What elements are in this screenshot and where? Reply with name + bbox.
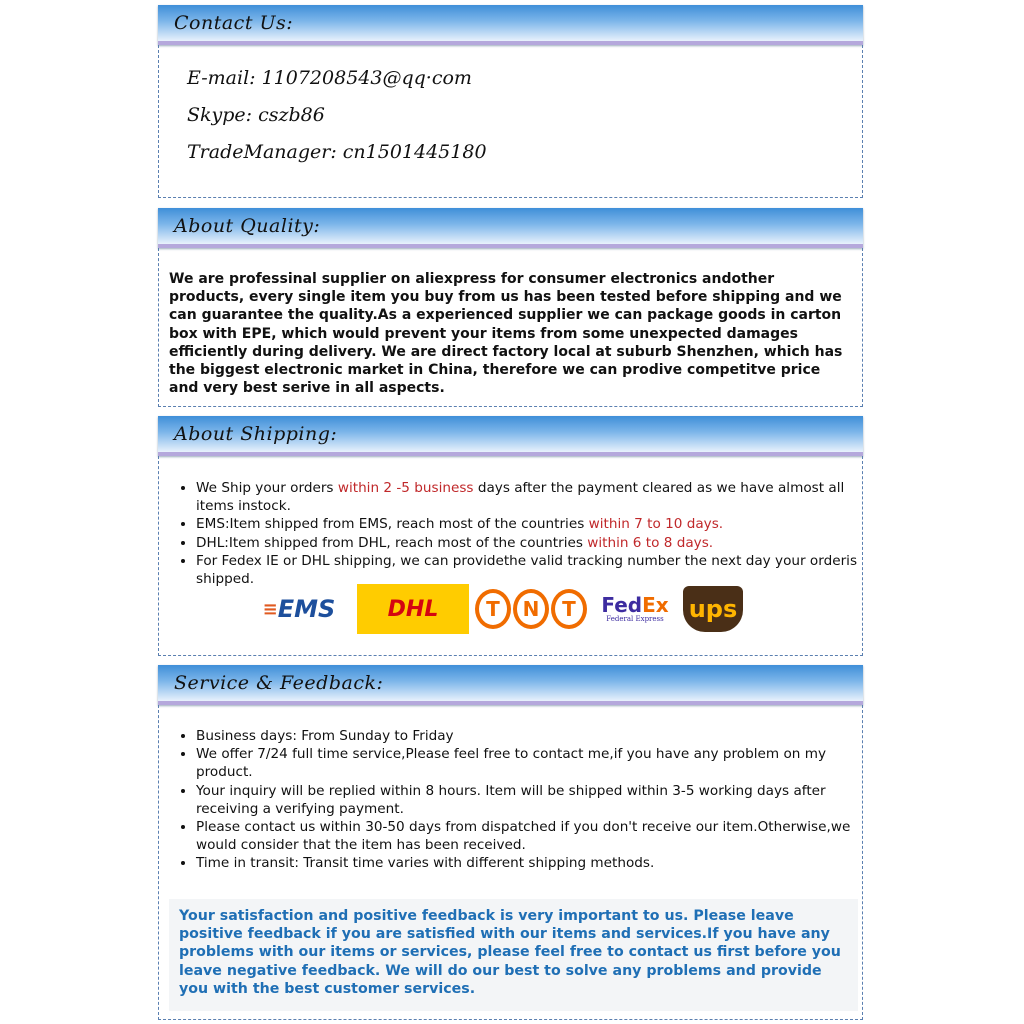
ems-logo: ≡ EMS	[262, 595, 336, 623]
quality-section	[158, 208, 863, 407]
shipping-list	[159, 479, 862, 588]
list-item: • Time in transit: Transit time varies with different shipping methods.	[196, 854, 862, 872]
email-text: E-mail: 1107208543@qq·com	[187, 67, 472, 89]
list-item: • For Fedex IE or DHL shipping, we can providethe valid tracking number the next day your orderis shipped.	[196, 552, 862, 588]
dhl-logo: DHL	[357, 584, 469, 634]
ups-logo: ups	[683, 586, 743, 632]
fedex-logo: FedEx Federal Express	[601, 593, 669, 623]
trademanager-text: TradeManager: cn1501445180	[187, 141, 487, 163]
carrier-logos	[247, 584, 743, 634]
feedback-note: Your satisfaction and positive feedback is very important to us. Please leave positive feedback if you are satisfied with our items and services.If you have any problems with our items or services, please feel free to contact us first before you leave negative feedback. We will do our best to solve any problems and provide you with the best customer services.	[169, 899, 858, 1011]
list-item: • EMS:Item shipped from EMS, reach most of the countries within 7 to 10 days.	[196, 515, 862, 533]
quality-header	[158, 208, 863, 248]
list-item: • DHL:Item shipped from DHL, reach most of the countries within 6 to 8 days.	[196, 534, 862, 552]
service-section	[158, 665, 863, 1020]
shipping-section	[158, 416, 863, 656]
list-item: • Your inquiry will be replied within 8 hours. Item will be shipped within 3-5 working days after receiving a verifying payment.	[196, 782, 862, 818]
list-item: • We Ship your orders within 2 -5 business days after the payment cleared as we have almost all items instock.	[196, 479, 862, 515]
section-title: About Shipping:	[174, 423, 338, 445]
tnt-logo: T N T	[475, 587, 587, 631]
shipping-header	[158, 416, 863, 456]
list-item: • We offer 7/24 full time service,Please feel free to contact me,if you have any problem on my product.	[196, 745, 862, 781]
service-list	[159, 727, 862, 873]
skype-text: Skype: cszb86	[187, 104, 325, 126]
quality-text: We are professinal supplier on aliexpress for consumer electronics andother products, every single item you buy from us has been tested before shipping and we can guarantee the quality.As a experienced supplier we can package goods in carton box with EPE, which would prevent your items from some unexpected damages efficiently during delivery. We are direct factory local at suburb Shenzhen, which has the biggest electronic market in China, therefore we can prodive competitve price and very best serive in all aspects.	[169, 271, 843, 397]
section-title: Service & Feedback:	[174, 672, 384, 694]
list-item: • Business days: From Sunday to Friday	[196, 727, 862, 745]
list-item: • Please contact us within 30-50 days from dispatched if you don't receive our item.Otherwise,we would consider that the item has been received.	[196, 818, 862, 854]
contact-section	[158, 5, 863, 198]
section-title: Contact Us:	[174, 12, 294, 34]
service-header	[158, 665, 863, 705]
section-title: About Quality:	[174, 215, 321, 237]
contact-header	[158, 5, 863, 45]
